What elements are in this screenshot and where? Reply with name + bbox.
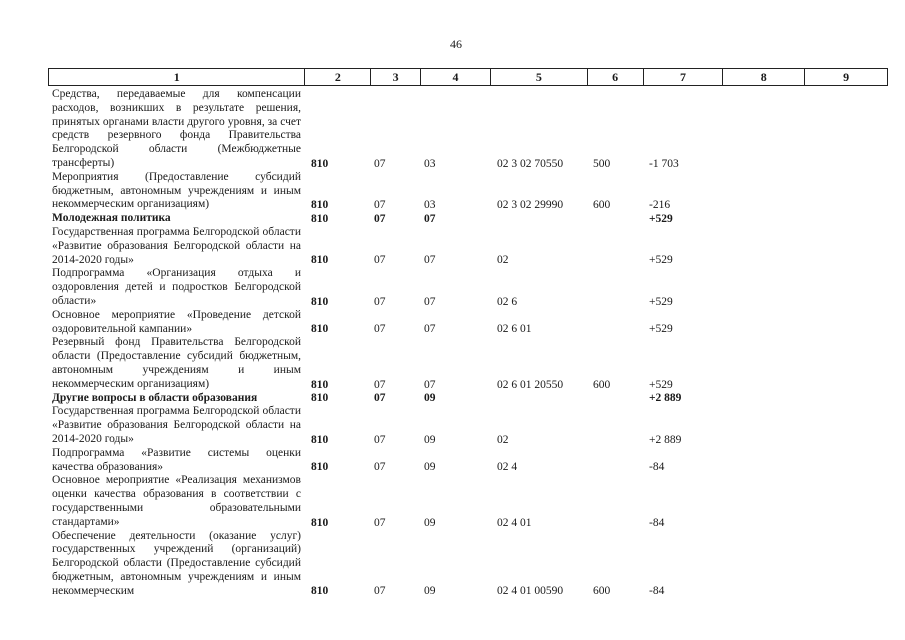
col-sum: -1 703	[649, 157, 679, 170]
header-col-8: 8	[723, 69, 805, 85]
col-sum: +529	[649, 378, 673, 391]
table-row	[52, 392, 888, 406]
table-header	[48, 68, 888, 86]
table-row	[52, 226, 888, 267]
table-row	[52, 530, 888, 599]
table-body	[52, 88, 888, 598]
col-rz: 07	[374, 157, 386, 170]
col-rz: 07	[374, 516, 386, 529]
col-pr: 07	[424, 378, 436, 391]
col-sum: +2 889	[649, 392, 682, 405]
col-pr: 07	[424, 323, 436, 336]
col-cs: 02 6 01 20550	[497, 378, 564, 391]
col-cs: 02 3 02 29990	[497, 199, 564, 212]
col-rz: 07	[374, 212, 386, 225]
col-gr: 810	[311, 295, 329, 308]
col-gr: 810	[311, 323, 329, 336]
col-vr: 600	[593, 585, 611, 598]
table-row	[52, 309, 888, 337]
col-vr: 600	[593, 199, 611, 212]
col-cs: 02 6	[497, 295, 518, 308]
col-gr: 810	[311, 199, 329, 212]
col-pr: 03	[424, 199, 436, 212]
header-col-2: 2	[305, 69, 371, 85]
row-name: Основное мероприятие «Реализация механизмов оценки качества образования в соответствии с государственными образовательными стандартами»	[52, 474, 301, 528]
col-sum: +529	[649, 254, 673, 267]
table-row	[52, 336, 888, 391]
header-col-1: 1	[49, 69, 305, 85]
table-row	[52, 405, 888, 446]
col-rz: 07	[374, 295, 386, 308]
col-sum: +529	[649, 212, 673, 225]
row-name: Молодежная политика	[52, 212, 171, 225]
col-rz: 07	[374, 461, 386, 474]
col-vr: 600	[593, 378, 611, 391]
col-vr: 500	[593, 157, 611, 170]
col-rz: 07	[374, 392, 386, 405]
col-rz: 07	[374, 585, 386, 598]
col-gr: 810	[311, 254, 329, 267]
col-gr: 810	[311, 157, 329, 170]
row-name: Подпрограмма «Организация отдыха и оздоровления детей и подростков Белгородской области»	[52, 267, 301, 307]
row-name: Основное мероприятие «Проведение детской оздоровительной кампании»	[52, 308, 301, 335]
col-rz: 07	[374, 323, 386, 336]
col-pr: 09	[424, 461, 436, 474]
col-cs: 02 3 02 70550	[497, 157, 564, 170]
table-row	[52, 88, 888, 171]
col-sum: +2 889	[649, 433, 682, 446]
col-pr: 09	[424, 516, 436, 529]
col-rz: 07	[374, 199, 386, 212]
col-gr: 810	[311, 212, 329, 225]
col-gr: 810	[311, 516, 329, 529]
col-sum: +529	[649, 323, 673, 336]
col-pr: 07	[424, 212, 436, 225]
col-gr: 810	[311, 392, 329, 405]
col-pr: 03	[424, 157, 436, 170]
col-gr: 810	[311, 433, 329, 446]
header-col-4: 4	[421, 69, 491, 85]
header-col-7: 7	[644, 69, 724, 85]
col-cs: 02 4 01	[497, 516, 532, 529]
table-row	[52, 212, 888, 226]
col-cs: 02	[497, 433, 509, 446]
header-col-3: 3	[371, 69, 421, 85]
col-rz: 07	[374, 433, 386, 446]
table-row	[52, 267, 888, 308]
page-number: 46	[450, 37, 462, 51]
col-rz: 07	[374, 378, 386, 391]
col-sum: +529	[649, 295, 673, 308]
col-sum: -84	[649, 461, 665, 474]
row-name: Государственная программа Белгородской области «Развитие образования Белгородской области на 2014-2020 годы»	[52, 225, 301, 266]
col-gr: 810	[311, 378, 329, 391]
header-col-5: 5	[491, 69, 588, 85]
row-name: Средства, передаваемые для компенсации расходов, возникших в результате решения, принятых органами власти другого уровня, за счет средств резервного фонда Правительства Белгородской области (Межбюджетные трансферты)	[52, 88, 301, 169]
col-cs: 02	[497, 254, 509, 267]
col-pr: 09	[424, 585, 436, 598]
table-row	[52, 474, 888, 529]
row-name: Обеспечение деятельности (оказание услуг) государственных учреждений (организаций) Белгородской области (Предоставление субсидий бюджетным, автономным учреждениям и иным некоммерческим	[52, 529, 301, 597]
row-name: Подпрограмма «Развитие системы оценки качества образования»	[52, 446, 301, 473]
col-pr: 09	[424, 433, 436, 446]
col-sum: -216	[649, 199, 671, 212]
col-gr: 810	[311, 585, 329, 598]
col-pr: 09	[424, 392, 436, 405]
header-col-9: 9	[843, 70, 850, 84]
col-cs: 02 4 01 00590	[497, 585, 564, 598]
col-pr: 07	[424, 295, 436, 308]
row-name: Государственная программа Белгородской области «Развитие образования Белгородской области на 2014-2020 годы»	[52, 405, 301, 445]
row-name: Мероприятия (Предоставление субсидий бюджетным, автономным учреждениям и иным некоммерческим организациям)	[52, 170, 301, 211]
row-name: Резервный фонд Правительства Белгородской области (Предоставление субсидий бюджетным, автономным учреждениям и иным некоммерческим организациям)	[52, 336, 301, 390]
col-sum: -84	[649, 585, 665, 598]
row-name: Другие вопросы в области образования	[52, 391, 258, 404]
col-gr: 810	[311, 461, 329, 474]
header-col-6: 6	[588, 69, 644, 85]
col-cs: 02 6 01	[497, 323, 532, 336]
col-pr: 07	[424, 254, 436, 267]
col-rz: 07	[374, 254, 386, 267]
col-cs: 02 4	[497, 461, 518, 474]
col-sum: -84	[649, 516, 665, 529]
table-row	[52, 171, 888, 212]
table-row	[52, 447, 888, 475]
